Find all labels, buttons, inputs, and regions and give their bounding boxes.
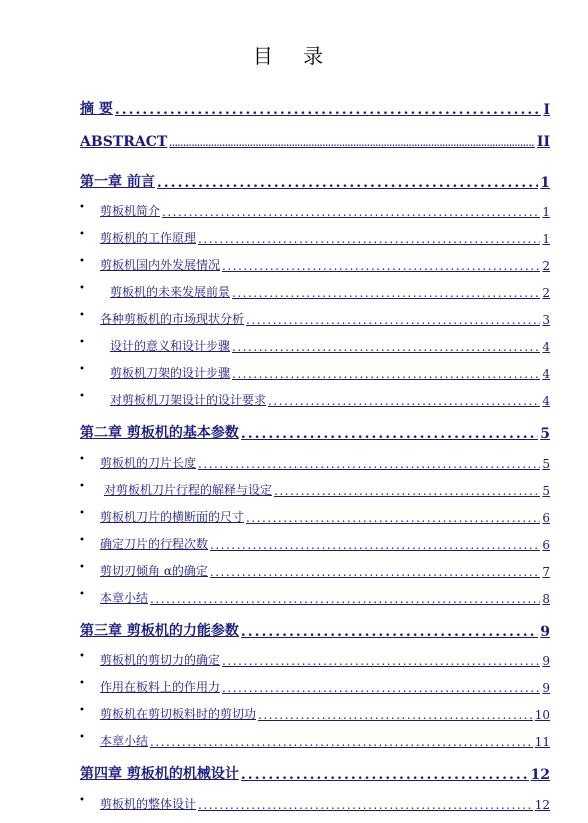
toc-link[interactable] bbox=[110, 283, 550, 300]
bullet-icon: • bbox=[79, 678, 85, 689]
dot-leader bbox=[232, 367, 540, 381]
dot-leader bbox=[246, 511, 540, 525]
bullet-icon: • bbox=[79, 391, 85, 402]
bullet-icon: • bbox=[79, 795, 85, 806]
toc-page-number: 9 bbox=[542, 681, 550, 695]
bullet-icon: • bbox=[79, 454, 85, 465]
bullet-icon: • bbox=[79, 732, 85, 743]
toc-entry-text: 第一章 前言 bbox=[80, 174, 155, 190]
toc-page-number: 4 bbox=[542, 394, 550, 408]
toc-page-number: 9 bbox=[542, 654, 550, 668]
dot-leader bbox=[150, 735, 533, 749]
toc-entry-section bbox=[0, 705, 588, 725]
toc-entry-text: 设计的意义和设计步骤 bbox=[110, 339, 231, 353]
toc-entry-section bbox=[0, 310, 588, 330]
toc-page-number: 10 bbox=[534, 708, 550, 722]
toc-entry-text: 各种剪板机的市场现状分析 bbox=[100, 312, 245, 326]
dot-leader bbox=[115, 102, 542, 118]
bullet-icon: • bbox=[79, 337, 85, 348]
dot-leader bbox=[246, 313, 540, 327]
toc-entry-section bbox=[0, 391, 588, 411]
toc-entry-text: 剪板机刀片的横断面的尺寸 bbox=[100, 510, 245, 524]
toc-page-number: II bbox=[536, 134, 550, 150]
toc-link[interactable] bbox=[80, 763, 550, 783]
toc-link[interactable] bbox=[80, 620, 550, 640]
toc-link[interactable] bbox=[80, 422, 550, 442]
dot-leader bbox=[150, 592, 540, 606]
bullet-icon: • bbox=[79, 508, 85, 519]
toc-entry-chapter-2 bbox=[0, 422, 588, 442]
bullet-icon: • bbox=[79, 651, 85, 662]
dot-leader bbox=[241, 624, 538, 640]
bullet-icon: • bbox=[79, 481, 85, 492]
page-title: 目 录 bbox=[252, 44, 336, 68]
toc-link[interactable] bbox=[100, 678, 550, 695]
bullet-icon: • bbox=[79, 364, 85, 375]
toc-link[interactable] bbox=[100, 202, 550, 219]
toc-page-number: 4 bbox=[542, 367, 550, 381]
toc-entry-text: 本章小结 bbox=[100, 734, 149, 748]
toc-entry-text: 第二章 剪板机的基本参数 bbox=[80, 425, 239, 441]
toc-link[interactable] bbox=[110, 391, 550, 408]
toc-page-number: 8 bbox=[542, 592, 550, 606]
toc-entry-section bbox=[0, 454, 588, 474]
toc-entry-abstract-cn bbox=[0, 98, 588, 118]
toc-entry-section bbox=[0, 364, 588, 384]
dot-leader bbox=[232, 286, 540, 300]
toc-entry-text: 确定刀片的行程次数 bbox=[100, 537, 209, 551]
toc-entry-section bbox=[0, 202, 588, 222]
toc-page-number: 5 bbox=[540, 426, 550, 442]
toc-entry-text: 剪切刃倾角 α的确定 bbox=[100, 564, 208, 578]
toc-entry-text: 第四章 剪板机的机械设计 bbox=[80, 766, 239, 782]
dot-leader bbox=[198, 798, 533, 812]
bullet-icon: • bbox=[79, 256, 85, 267]
toc-entry-section bbox=[0, 732, 588, 752]
toc-link[interactable] bbox=[100, 310, 550, 327]
dot-leader bbox=[222, 654, 540, 668]
toc-page-number: 7 bbox=[542, 565, 550, 579]
dot-leader bbox=[222, 681, 540, 695]
toc-link[interactable] bbox=[100, 508, 550, 525]
toc-entry-section bbox=[0, 229, 588, 249]
toc-entry-text: 作用在板料上的作用力 bbox=[100, 680, 221, 694]
toc-entry-text: 剪板机的刀片长度 bbox=[100, 456, 197, 470]
toc-page-number: 6 bbox=[542, 538, 550, 552]
toc-link[interactable] bbox=[100, 795, 550, 812]
bullet-icon: • bbox=[79, 310, 85, 321]
toc-entry-text: 本章小结 bbox=[100, 591, 149, 605]
toc-entry-section bbox=[0, 283, 588, 303]
dot-leader bbox=[232, 340, 540, 354]
toc-entry-text: 剪板机国内外发展情况 bbox=[100, 258, 221, 272]
toc-link[interactable] bbox=[100, 705, 550, 722]
dot-leader bbox=[241, 426, 538, 442]
dot-leader bbox=[198, 232, 540, 246]
toc-page-number: 12 bbox=[530, 767, 550, 783]
toc-entry-text: 剪板机在剪切板料时的剪切功 bbox=[100, 707, 257, 721]
toc-page-number: 1 bbox=[542, 205, 550, 219]
toc-entry-text: 剪板机的未来发展前景 bbox=[110, 285, 231, 299]
bullet-icon: • bbox=[79, 705, 85, 716]
toc-page-number: 11 bbox=[534, 735, 550, 749]
toc-page-number: 1 bbox=[540, 175, 550, 191]
toc-link[interactable] bbox=[80, 134, 550, 150]
toc-entry-section bbox=[0, 535, 588, 555]
toc-link[interactable] bbox=[100, 589, 550, 606]
toc-page-number: 1 bbox=[542, 232, 550, 246]
toc-link[interactable] bbox=[100, 535, 550, 552]
dot-leader bbox=[157, 175, 538, 191]
toc-page-number: 2 bbox=[542, 259, 550, 273]
toc-entry-section bbox=[0, 651, 588, 671]
toc-entry-section bbox=[0, 508, 588, 528]
dot-leader bbox=[222, 259, 540, 273]
toc-page-number: 5 bbox=[542, 457, 550, 471]
toc-entry-text: 第三章 剪板机的力能参数 bbox=[80, 623, 239, 639]
toc-link[interactable] bbox=[100, 256, 550, 273]
toc-entry-abstract-en bbox=[0, 134, 588, 154]
dot-leader bbox=[210, 538, 540, 552]
toc-entry-section bbox=[0, 256, 588, 276]
dot-leader bbox=[258, 708, 533, 722]
bullet-icon: • bbox=[79, 283, 85, 294]
toc-page-number: 3 bbox=[542, 313, 550, 327]
toc-entry-section bbox=[0, 589, 588, 609]
toc-link[interactable] bbox=[104, 481, 550, 498]
toc-entry-chapter-3 bbox=[0, 620, 588, 640]
toc-link[interactable] bbox=[100, 229, 550, 246]
toc-entry-text: 剪板机的整体设计 bbox=[100, 797, 197, 811]
toc-page-number: 2 bbox=[542, 286, 550, 300]
dot-leader bbox=[241, 767, 529, 783]
toc-link[interactable] bbox=[80, 98, 550, 118]
toc-entry-section bbox=[0, 678, 588, 698]
toc-link[interactable] bbox=[110, 364, 550, 381]
toc-entry-text: 剪板机的剪切力的确定 bbox=[100, 653, 221, 667]
toc-entry-text: 剪板机刀架的设计步骤 bbox=[110, 366, 231, 380]
toc-page-number: 4 bbox=[542, 340, 550, 354]
toc-entry-text: 摘 要 bbox=[80, 101, 113, 117]
dot-leader bbox=[268, 394, 540, 408]
toc-entry-text: 对剪板机刀架设计的设计要求 bbox=[110, 393, 267, 407]
toc-page-number: I bbox=[543, 102, 550, 118]
toc-page-number: 6 bbox=[542, 511, 550, 525]
toc-page-number: 12 bbox=[534, 798, 550, 812]
bullet-icon: • bbox=[79, 589, 85, 600]
dot-leader bbox=[169, 134, 535, 150]
toc-page-number: 9 bbox=[540, 624, 550, 640]
toc-page-number: 5 bbox=[542, 484, 550, 498]
toc-entry-text: 剪板机简介 bbox=[100, 204, 161, 218]
dot-leader bbox=[274, 484, 540, 498]
dot-leader bbox=[198, 457, 540, 471]
toc-entry-chapter-4 bbox=[0, 763, 588, 783]
toc-link[interactable] bbox=[100, 454, 550, 471]
dot-leader bbox=[162, 205, 540, 219]
toc-entry-text: ABSTRACT bbox=[80, 134, 168, 150]
toc-entry-chapter-1 bbox=[0, 171, 588, 191]
bullet-icon: • bbox=[79, 562, 85, 573]
toc-entry-section bbox=[0, 562, 588, 582]
bullet-icon: • bbox=[79, 535, 85, 546]
toc-link[interactable] bbox=[80, 171, 550, 191]
toc-link[interactable] bbox=[100, 651, 550, 668]
toc-link[interactable] bbox=[110, 337, 550, 354]
toc-link[interactable] bbox=[100, 732, 550, 749]
toc-entry-section bbox=[0, 795, 588, 815]
bullet-icon: • bbox=[79, 202, 85, 213]
toc-link[interactable] bbox=[100, 562, 550, 579]
toc-entry-text: 对剪板机刀片行程的解释与设定 bbox=[104, 483, 273, 497]
toc-entry-section bbox=[0, 481, 588, 501]
bullet-icon: • bbox=[79, 229, 85, 240]
toc-entry-text: 剪板机的工作原理 bbox=[100, 231, 197, 245]
dot-leader bbox=[210, 565, 540, 579]
toc-entry-section bbox=[0, 337, 588, 357]
